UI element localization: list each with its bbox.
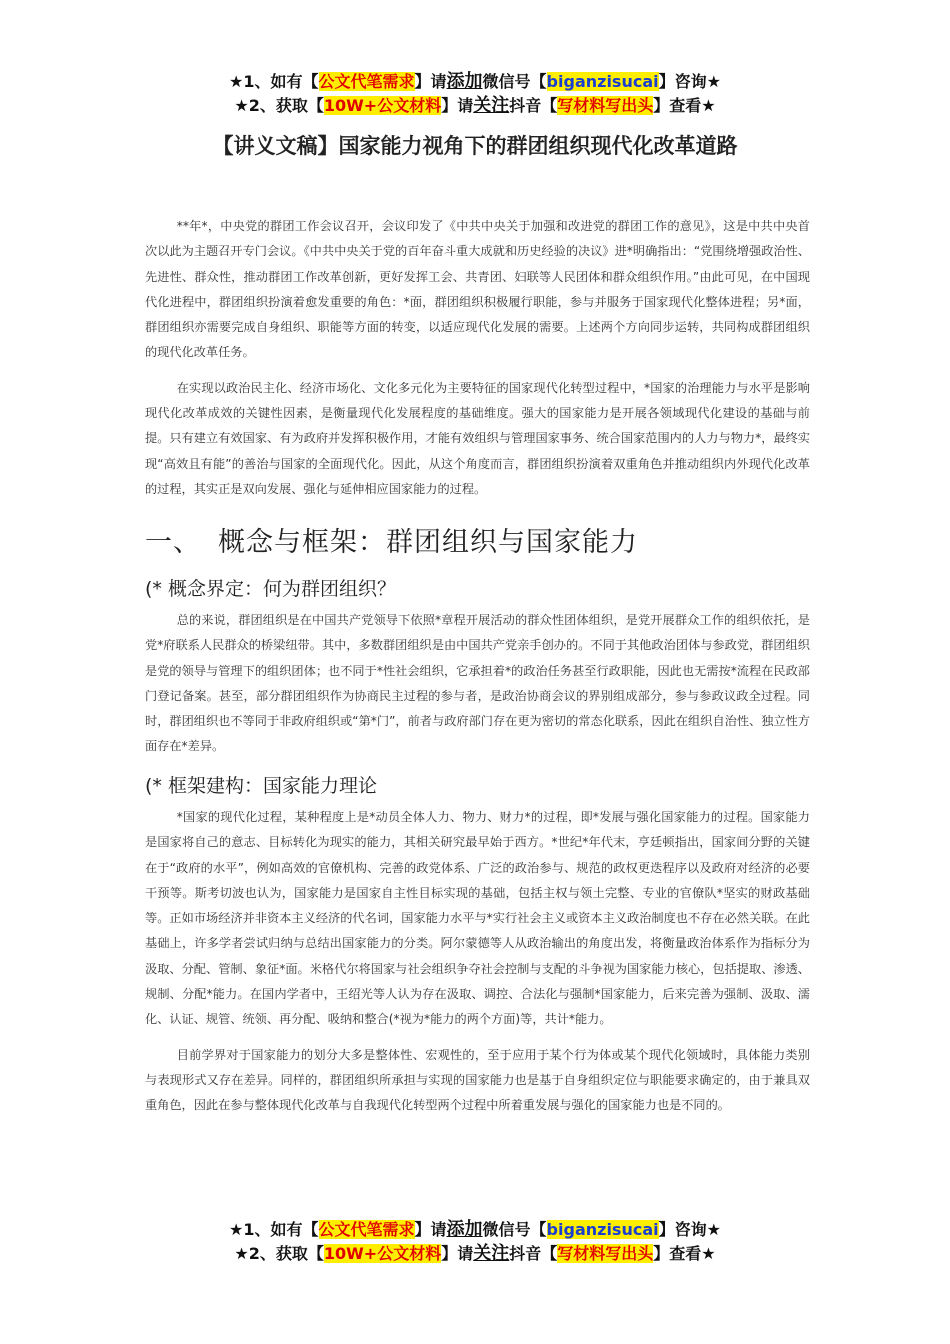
banner-highlight: 公文代笔需求 <box>318 1220 415 1239</box>
banner-underline: 关注 <box>473 95 510 116</box>
banner-text: 】咨询★ <box>658 1220 721 1239</box>
banner-text: ★1、如有【 <box>229 72 319 91</box>
banner-text: ★1、如有【 <box>229 1220 319 1239</box>
banner-text: 】查看★ <box>653 1244 716 1263</box>
banner-highlight: biganzisucai <box>546 72 659 91</box>
banner-text: 】请 <box>441 96 474 115</box>
intro-section <box>145 214 810 502</box>
subsection-heading-2: (* 框架建构：国家能力理论 <box>145 775 377 797</box>
banner-highlight: 公文代笔需求 <box>318 72 415 91</box>
banner-line-2 <box>0 94 950 118</box>
banner-text: 】查看★ <box>653 96 716 115</box>
banner-text: 微信号【 <box>482 1220 547 1239</box>
banner-text: 】咨询★ <box>658 72 721 91</box>
banner-highlight: 10W+公文材料 <box>323 96 442 115</box>
banner-highlight: biganzisucai <box>546 1220 659 1239</box>
banner-underline: 添加 <box>446 1219 483 1240</box>
intro-paragraph-2: 在实现以政治民主化、经济市场化、文化多元化为主要特征的国家现代化转型过程中，*国家的治理能力与水平是影响现代化改革成效的关键性因素，是衡量现代化发展程度的基础维度。强大的国家能力是开展各领域现代化建设的基础与前提。只有建立有效国家、有为政府并发挥积极作用，才能有效组织与管理国家事务、统合国家范围内的人力与物力*，最终实现“高效且有能”的善治与国家的全面现代化。因此，从这个角度而言，群团组织扮演着双重角色并推动组织内外现代化改革的过程，其实正是双向发展、强化与延伸相应国家能力的过程。 <box>145 380 810 496</box>
banner-highlight: 10W+公文材料 <box>323 1244 442 1263</box>
banner-text: 抖音【 <box>509 1244 558 1263</box>
banner-highlight: 写材料写出头 <box>557 1244 654 1263</box>
banner-text: 抖音【 <box>509 96 558 115</box>
page-title: 【讲义文稿】国家能力视角下的群团组织现代化改革道路 <box>212 134 738 158</box>
banner-text: 微信号【 <box>482 72 547 91</box>
intro-paragraph-1: **年*，中央党的群团工作会议召开，会议印发了《中共中央关于加强和改进党的群团工作的意见》，这是中共中央首次以此为主题召开专门会议。《中共中央关于党的百年奋斗重大成就和历史经验的决议》进*明确指出：“党围绕增强政治性、先进性、群众性，推动群团工作改革创新，更好发挥工会、共青团、妇联等人民团体和群众组织作用。”由此可见，在中国现代化进程中，群团组织扮演着愈发重要的角色：*面，群团组织积极履行职能，参与并服务于国家现代化整体进程；另*面，群团组织亦需要完成自身组织、职能等方面的转变，以适应现代化发展的需要。上述两个方向同步运转，共同构成群团组织的现代化改革任务。 <box>145 219 810 360</box>
subsection-1-body <box>145 608 810 760</box>
banner-line-2 <box>0 1242 950 1266</box>
banner-text: ★2、获取【 <box>234 1244 324 1263</box>
banner-underline: 关注 <box>473 1243 510 1264</box>
banner-underline: 添加 <box>446 71 483 92</box>
subsection-2-paragraph-1: *国家的现代化过程，某种程度上是*动员全体人力、物力、财力*的过程，即*发展与强化国家能力的过程。国家能力是国家将自己的意志、目标转化为现实的能力，其相关研究最早始于西方。*世纪*年代末，亨廷顿指出，国家间分野的关键在于“政府的水平”，例如高效的官僚机构、完善的政党体系、广泛的政治参与、规范的政权更迭程序以及政府对经济的必要干预等。斯考切波也认为，国家能力是国家自主性目标实现的基础，包括主权与领土完整、专业的官僚队*坚实的财政基础等。正如市场经济并非资本主义经济的代名词，国家能力水平与*实行社会主义或资本主义政治制度也不存在必然关联。在此基础上，许多学者尝试归纳与总结出国家能力的分类。阿尔蒙德等人从政治输出的角度出发，将衡量政治体系作为指标分为汲取、分配、管制、象征*面。米格代尔将国家与社会组织争夺社会控制与支配的斗争视为国家能力核心，包括提取、渗透、规制、分配*能力。在国内学者中，王绍光等人认为存在汲取、调控、合法化与强制*国家能力，后来完善为强制、汲取、濡化、认证、规管、统领、再分配、吸纳和整合(*视为*能力的两个方面)等，共计*能力。 <box>145 810 810 1027</box>
subsection-1-paragraph: 总的来说，群团组织是在中国共产党领导下依照*章程开展活动的群众性团体组织，是党开展群众工作的组织依托，是党*府联系人民群众的桥梁纽带。其中，多数群团组织是由中国共产党亲手创办的。不同于其他政治团体与参政党，群团组织是党的领导与管理下的组织团体；也不同于*性社会组织，它承担着*的政治任务甚至行政职能，因此也无需按*流程在民政部门登记备案。甚至，部分群团组织作为协商民主过程的参与者，是政治协商会议的界别组成部分，参与参政议政全过程。同时，群团组织也不等同于非政府组织或“第*门”，前者与政府部门存在更为密切的常态化联系，因此在组织自治性、独立性方面存在*差异。 <box>145 613 810 754</box>
subsection-2-body <box>145 805 810 1119</box>
banner-text: 】请 <box>441 1244 474 1263</box>
banner-line-1 <box>0 1218 950 1242</box>
banner-highlight: 写材料写出头 <box>557 96 654 115</box>
subsection-2-paragraph-2: 目前学界对于国家能力的划分大多是整体性、宏观性的，至于应用于某个行为体或某个现代化领域时，具体能力类别与表现形式又存在差异。同样的，群团组织所承担与实现的国家能力也是基于自身组织定位与职能要求确定的，由于兼具双重角色，因此在参与整体现代化改革与自我现代化转型两个过程中所着重发展与强化的国家能力也是不同的。 <box>145 1047 810 1113</box>
banner-line-1 <box>0 70 950 94</box>
section-number: 一、 <box>145 527 201 558</box>
bottom-banner <box>0 1218 950 1266</box>
banner-text: 】请 <box>414 72 447 91</box>
subsection-heading-1: (* 概念界定：何为群团组织？ <box>145 578 396 600</box>
banner-text: ★2、获取【 <box>234 96 324 115</box>
section-title: 概念与框架：群团组织与国家能力 <box>218 527 638 558</box>
banner-text: 】请 <box>414 1220 447 1239</box>
top-banner <box>0 70 950 118</box>
section-heading <box>145 520 638 559</box>
